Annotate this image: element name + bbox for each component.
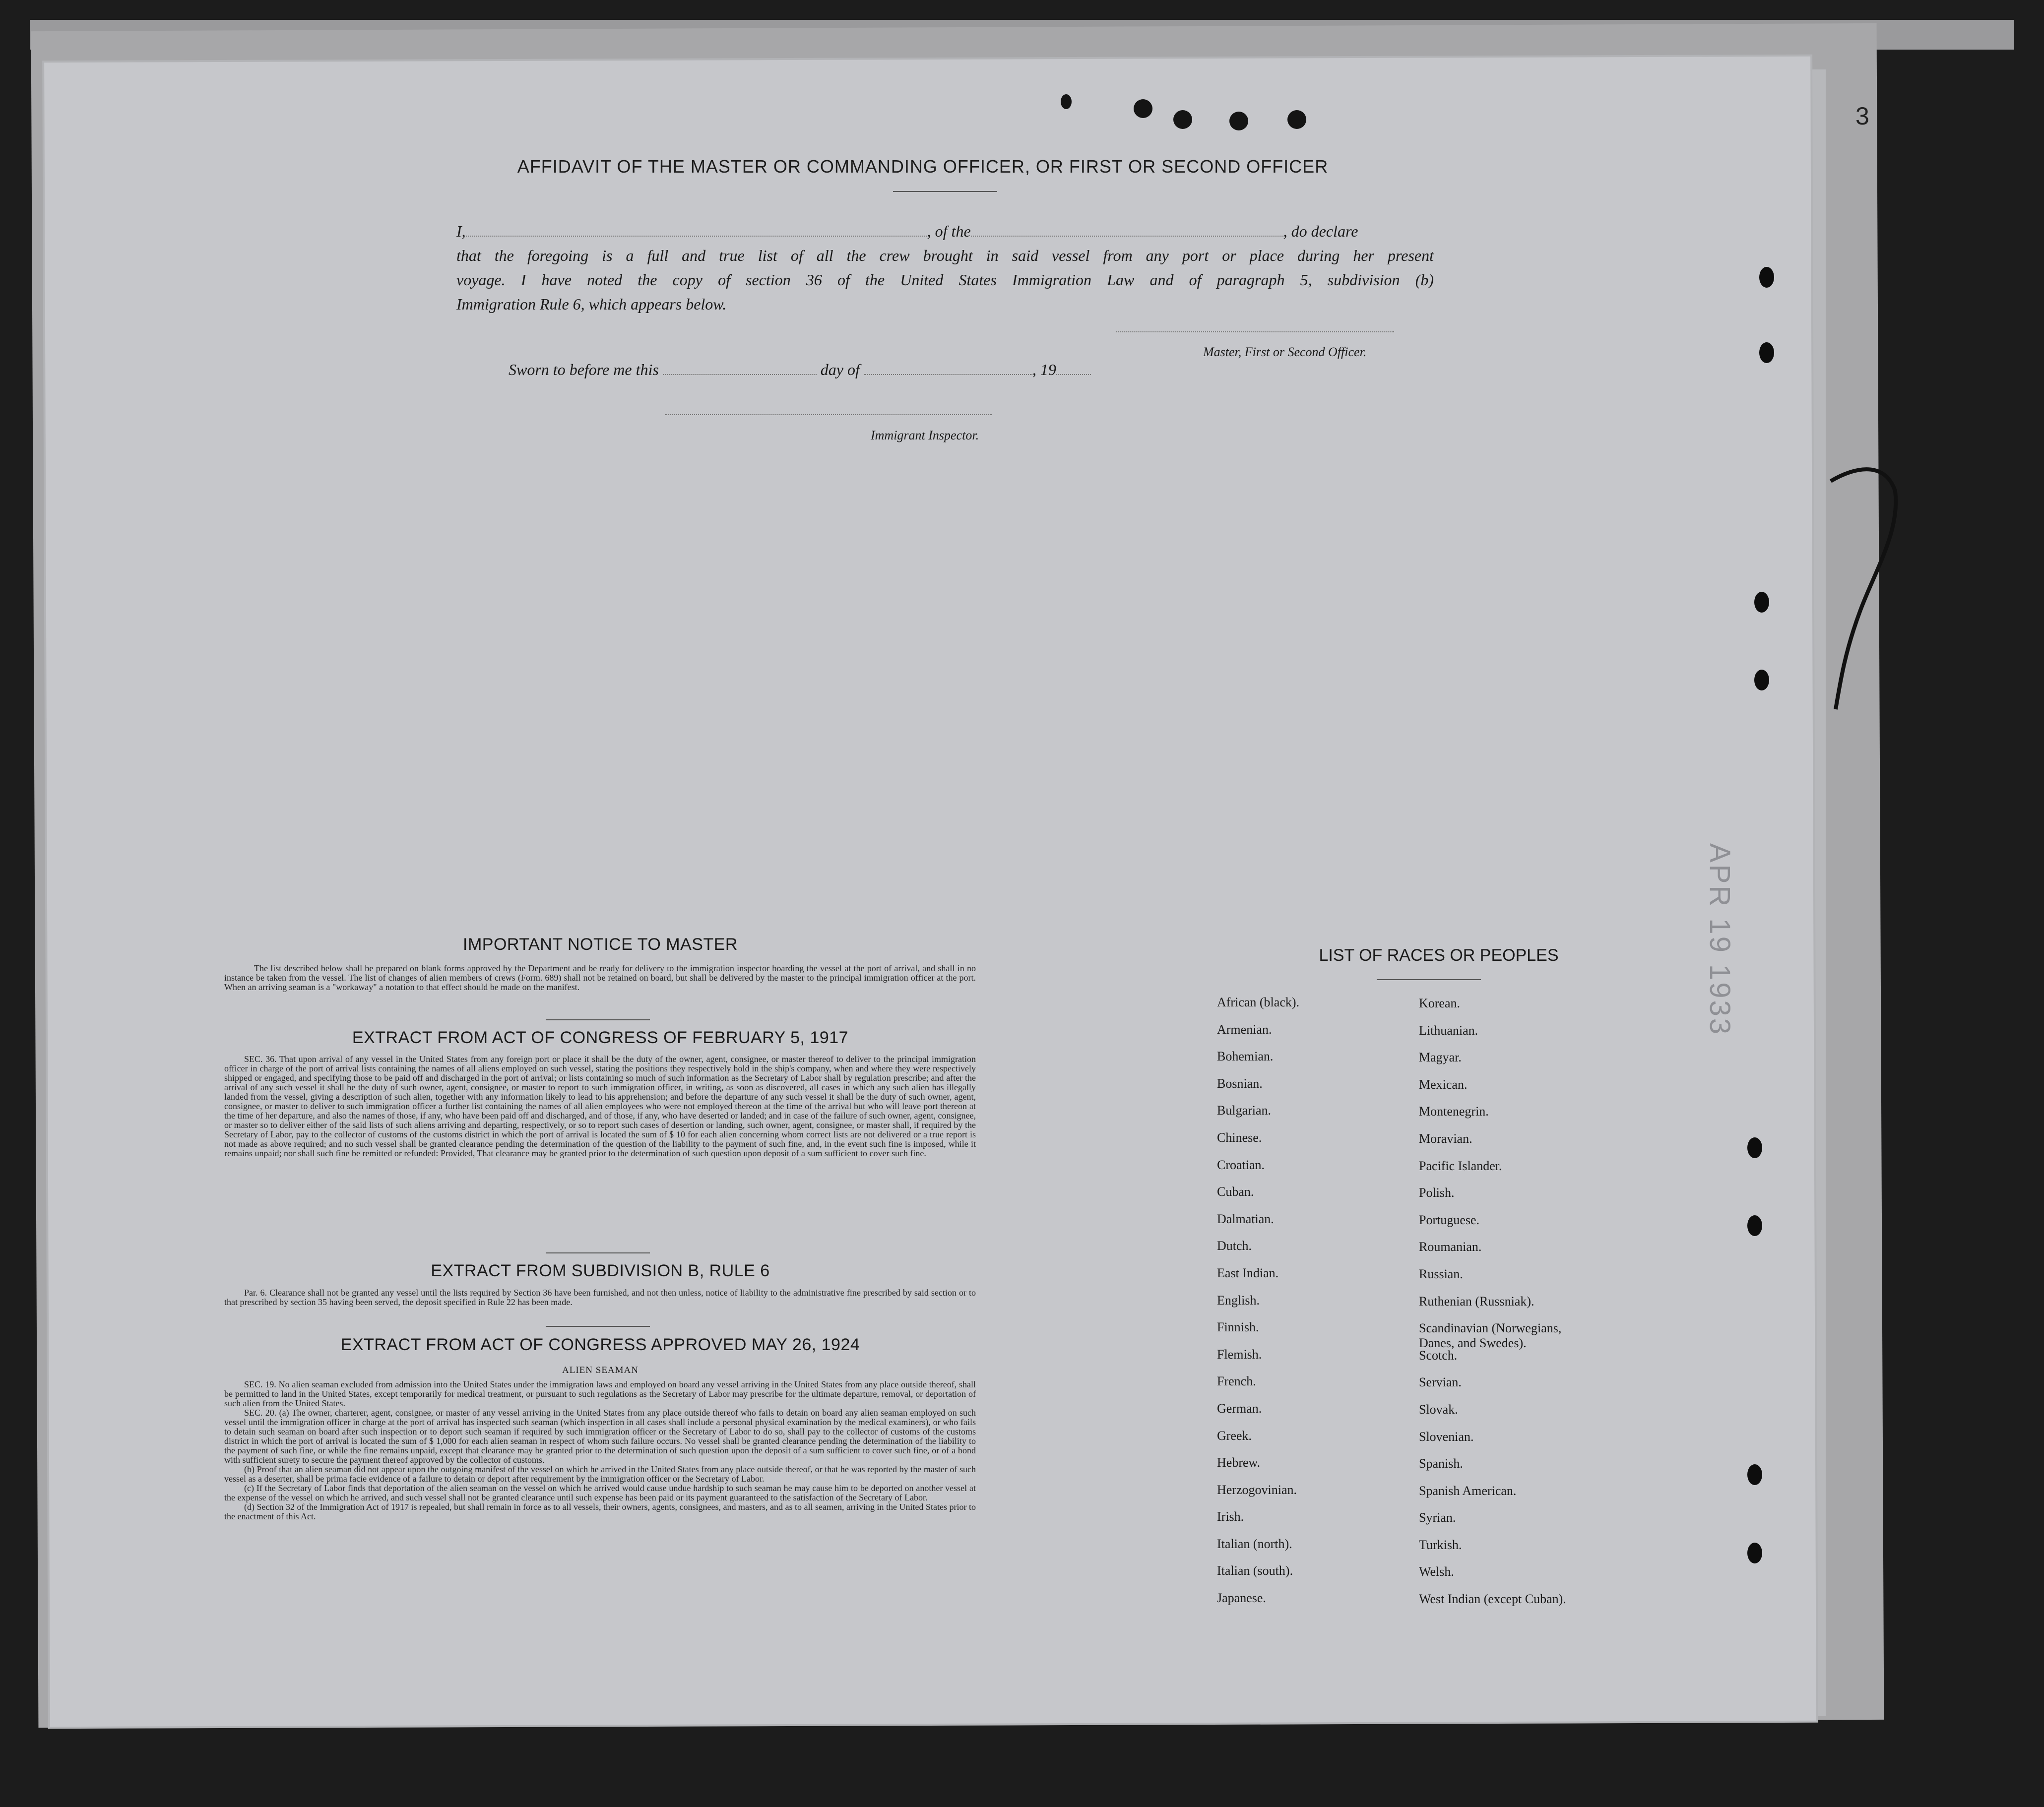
section-divider	[546, 1252, 650, 1253]
binding-hole	[1747, 1215, 1762, 1236]
races-left-column	[1217, 995, 1299, 1618]
binding-hole	[1747, 1543, 1762, 1563]
race-item: Irish.	[1217, 1509, 1244, 1524]
race-item: Montenegrin.	[1419, 1104, 1489, 1119]
binding-string	[1826, 461, 1910, 719]
race-item: Pacific Islander.	[1419, 1158, 1502, 1173]
section-divider	[546, 1326, 650, 1327]
inspector-label: Immigrant Inspector.	[871, 428, 979, 442]
binding-hole	[1759, 342, 1774, 363]
punch-hole-top	[1061, 94, 1072, 109]
race-item: Welsh.	[1419, 1564, 1454, 1579]
race-item: German.	[1217, 1401, 1262, 1416]
section-divider	[546, 1019, 650, 1020]
race-item: Italian (north).	[1217, 1536, 1292, 1551]
race-item: Mexican.	[1419, 1077, 1468, 1092]
sec-20b-text: (b) Proof that an alien seaman did not appear upon the outgoing manifest of the vessel on which he arrived in the United States from any place outside thereof, or that he was reported by the master of such vessel as a deserter, shall be prima facie evidence of a failure to detain or deport after requirement by the immigration officer or the Secretary of Labor.	[224, 1464, 976, 1484]
race-item: Japanese.	[1217, 1591, 1266, 1606]
race-item: East Indian.	[1217, 1265, 1279, 1280]
race-item: Turkish.	[1419, 1537, 1462, 1552]
declaration-text-line: voyage. I have noted the copy of section 36 of the United States Immigration Law and of paragraph 5, subdivision (b)	[456, 271, 1434, 289]
race-item: Bohemian.	[1217, 1049, 1274, 1064]
extract-rule6-body	[224, 1288, 976, 1307]
race-item: Herzogovinian.	[1217, 1482, 1297, 1497]
date-stamp: APR 19 1933	[1704, 843, 1736, 1037]
races-title: LIST OF RACES OR PEOPLES	[1319, 946, 1559, 965]
race-item: Polish.	[1419, 1185, 1455, 1200]
punch-hole-top	[1229, 112, 1248, 130]
binding-hole	[1759, 267, 1774, 288]
sworn-day-label: day of	[820, 361, 860, 378]
decl-do-declare: , do declare	[1283, 222, 1358, 240]
par-6-text: Par. 6. Clearance shall not be granted any vessel until the lists required by Section 36 have been furnished, and not then unless, notice of liability to the administrative fine prescribed by said section or to that prescribed by section 35 having been served, the deposit specified in Rule 22 has been made.	[224, 1288, 976, 1307]
race-item: Armenian.	[1217, 1022, 1272, 1037]
race-item: Scandinavian (Norwegians, Danes, and Swedes).	[1419, 1321, 1562, 1351]
decl-of-the: , of the	[927, 222, 971, 240]
decl-i: I,	[456, 222, 466, 240]
officer-label: Master, First or Second Officer.	[1203, 345, 1367, 359]
binding-hole	[1754, 592, 1769, 613]
binding-hole	[1747, 1137, 1762, 1158]
alien-seaman-subtitle: ALIEN SEAMAN	[562, 1365, 639, 1375]
name-blank	[466, 236, 927, 237]
race-item: Dalmatian.	[1217, 1211, 1274, 1226]
sec-20a-text: SEC. 20. (a) The owner, charterer, agent, consignee, or master of any vessel arriving in the United States from any place outside thereof who fails to detain on board any alien seaman employed on such vessel until the immigration officer in charge at the port of arrival has inspected such seaman (which inspection in all cases shall include a personal physical examination by the medical examiners), or who fails to detain such seaman on board after such inspection or to deport such seaman if required by such immigration officer or the Secretary of Labor to do so, shall pay to the collector of customs of the customs district in which the port of arrival is located the sum of $ 1,000 for each alien seaman in respect of whom such failure occurs. No vessel shall be granted clearance pending the determination of the liability to the payment of such fine, or while the fine remains unpaid, except that clearance may be granted prior to the determination of such question upon the deposit of a sum sufficient to cover such fine, or of a bond with sufficient surety to secure the payment thereof approved by the collector of customs.	[224, 1408, 976, 1465]
notice-title: IMPORTANT NOTICE TO MASTER	[463, 935, 738, 954]
notice-text: The list described below shall be prepared on blank forms approved by the Department and be ready for delivery to the immigration inspector boarding the vessel at the port of arrival, and shall in no instance be taken from the vessel. The list of changes of alien members of crews (Form. 689) shall not be retained on board, but shall be delivered by the master to the principal immigration officer at the port. When an arriving seaman is a "workaway" a notation to that effect should be made on the manifest.	[224, 963, 976, 992]
race-item: Servian.	[1419, 1375, 1462, 1390]
corner-pen-mark: 3	[1855, 102, 1869, 130]
race-item: Syrian.	[1419, 1510, 1456, 1525]
race-item: Moravian.	[1419, 1131, 1472, 1146]
sworn-year-blank	[1056, 374, 1091, 375]
race-item: Flemish.	[1217, 1347, 1262, 1362]
extract-1924-title: EXTRACT FROM ACT OF CONGRESS APPROVED MAY 26, 1924	[340, 1335, 860, 1354]
sworn-month-blank	[864, 374, 1032, 375]
race-item: Hebrew.	[1217, 1455, 1261, 1470]
race-item: Spanish.	[1419, 1456, 1463, 1471]
race-item: African (black).	[1217, 995, 1300, 1009]
race-item: Italian (south).	[1217, 1563, 1293, 1578]
sworn-year-label: , 19	[1032, 361, 1056, 378]
race-item: Spanish American.	[1419, 1483, 1517, 1498]
race-item: English.	[1217, 1293, 1260, 1308]
officer-signature-line	[1116, 331, 1394, 332]
race-item: Slovenian.	[1419, 1429, 1474, 1444]
race-item: Portuguese.	[1419, 1212, 1480, 1227]
declaration-text-line: Immigration Rule 6, which appears below.	[456, 295, 727, 313]
punch-hole-top	[1173, 110, 1192, 129]
race-item: Scotch.	[1419, 1348, 1458, 1363]
races-divider	[1377, 979, 1481, 980]
race-item: Cuban.	[1217, 1184, 1254, 1199]
punch-hole-top	[1134, 99, 1152, 118]
race-item: Bosnian.	[1217, 1076, 1263, 1091]
vessel-blank	[971, 236, 1283, 237]
sec-36-text: SEC. 36. That upon arrival of any vessel in the United States from any foreign port or place it shall be the duty of the owner, agent, consignee, or master thereof to deliver to the principal immigration officer in charge of the port of arrival lists containing the names of all aliens employed on such vessel, stating the positions they respectively hold in the ship's company, when and where they were respectively shipped or engaged, and specifying those to be paid off and discharged in the port of arrival; or lists containing so much of such information as the Secretary of Labor shall by regulation prescribe; and after the arrival of any such vessel it shall be the duty of such owner, agent, consignee, or master to report to such immigration officer, in writing, as soon as discovered, all cases in which any such alien has illegally landed from the vessel, giving a description of such alien, together with any information likely to lead to his apprehension; and before the departure of any such vessel it shall be the duty of such owner, agent, consignee, or master to deliver to such immigration officer a further list containing the names of all alien employees who were not employed thereon at the time of the arrival but who will leave port thereon at the time of her departure, and also the names of those, if any, who have been paid off and discharged, and of those, if any, who have deserted or landed; and in case of the failure of such owner, agent, consignee, or master so to deliver either of the said lists of such aliens arriving and departing, respectively, or so to report such cases of desertion or landing, such owner, agent, consignee, or master shall, if required by the Secretary of Labor, pay to the collector of customs of the customs district in which the port of arrival is located the sum of $ 10 for each alien concerning whom correct lists are not delivered or a true report is not made as above required; and no such vessel shall be granted clearance pending the determination of the question of the liability to the payment of such fine, and, in the event such fine is imposed, while it remains unpaid; nor shall such fine be remitted or refunded: Provided, That clearance may be granted prior to the determination of such question upon deposit of a sum sufficient to cover such fine.	[224, 1054, 976, 1158]
binding-hole	[1754, 670, 1769, 690]
race-item: Dutch.	[1217, 1239, 1252, 1253]
race-item: Roumanian.	[1419, 1240, 1482, 1254]
affidavit-title: AFFIDAVIT OF THE MASTER OR COMMANDING OFFICER, OR FIRST OR SECOND OFFICER	[517, 156, 1329, 177]
punch-hole-top	[1287, 110, 1306, 129]
race-item: Greek.	[1217, 1428, 1252, 1443]
extract-1924-body	[224, 1380, 976, 1521]
extract-1917-body	[224, 1055, 976, 1158]
sworn-day-blank	[663, 374, 817, 375]
races-right-column	[1419, 996, 1566, 1619]
race-item: Korean.	[1419, 996, 1461, 1010]
binding-hole	[1747, 1464, 1762, 1485]
race-item: Slovak.	[1419, 1402, 1458, 1417]
extract-1917-title: EXTRACT FROM ACT OF CONGRESS OF FEBRUARY 5, 1917	[352, 1028, 849, 1047]
race-item: French.	[1217, 1374, 1256, 1389]
title-divider	[893, 191, 997, 192]
notice-body	[224, 964, 976, 992]
race-item: Lithuanian.	[1419, 1023, 1478, 1038]
inspector-signature-line	[665, 414, 992, 415]
race-item: Croatian.	[1217, 1157, 1265, 1172]
race-item: West Indian (except Cuban).	[1419, 1592, 1566, 1607]
declaration-line	[456, 222, 1434, 241]
race-item: Chinese.	[1217, 1130, 1262, 1145]
sworn-prefix: Sworn to before me this	[509, 361, 659, 378]
extract-rule6-title: EXTRACT FROM SUBDIVISION B, RULE 6	[431, 1261, 770, 1280]
race-item: Russian.	[1419, 1266, 1463, 1281]
sec-20d-text: (d) Section 32 of the Immigration Act of 1917 is repealed, but shall remain in force as to all vessels, their owners, agents, consignees, and masters, and as to all seamen, arriving in the United States prior to the enactment of this Act.	[224, 1502, 976, 1521]
race-item: Finnish.	[1217, 1320, 1259, 1335]
sworn-line	[509, 361, 1203, 379]
race-item: Magyar.	[1419, 1050, 1462, 1065]
race-item: Ruthenian (Russniak).	[1419, 1294, 1534, 1309]
race-item: Bulgarian.	[1217, 1103, 1272, 1118]
declaration-text-line: that the foregoing is a full and true list of all the crew brought in said vessel from any port or place during her present	[456, 247, 1434, 264]
sec-20c-text: (c) If the Secretary of Labor finds that deportation of the alien seaman on the vessel on which he arrived would cause undue hardship to such seaman he may cause him to be deported on another vessel at the expense of the vessel on which he arrived, and such vessel shall not be granted clearance until such expense has been paid or its payment guaranteed to the satisfaction of the Secretary of Labor.	[224, 1483, 976, 1502]
sec-19-text: SEC. 19. No alien seaman excluded from admission into the United States under the immigration laws and employed on board any vessel arriving in the United States from any place outside thereof, shall be permitted to land in the United States, except temporarily for medical treatment, or pursuant to such regulations as the Secretary of Labor may prescribe for the ultimate departure, removal, or deportation of such alien from the United States.	[224, 1379, 976, 1408]
